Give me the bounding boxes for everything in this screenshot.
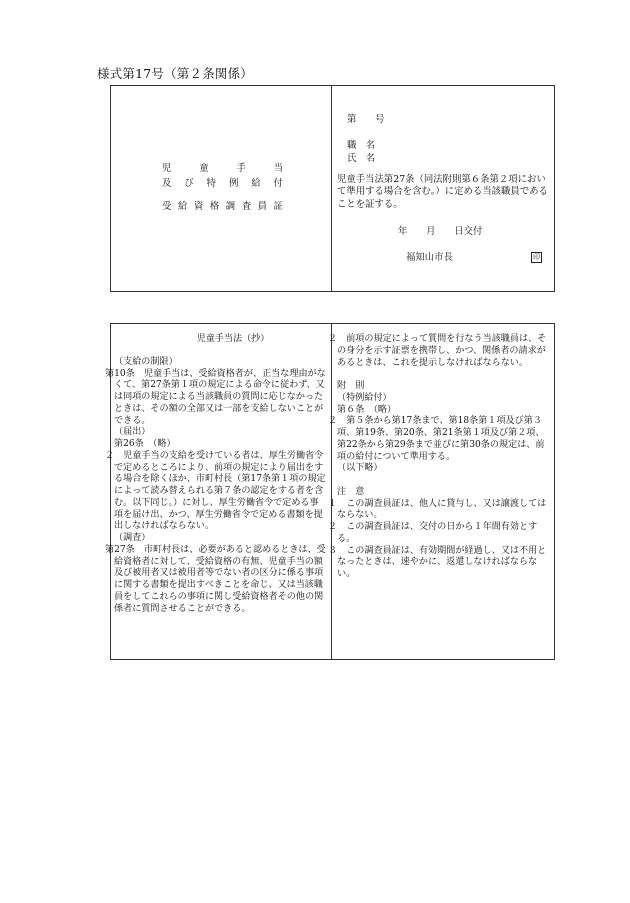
card-name-label: 氏 名: [347, 153, 376, 164]
law-supplementary-article-6: 第６条 （略）: [337, 404, 397, 415]
form-title: 様式第17号（第２条関係）: [97, 66, 254, 81]
spacer: [337, 369, 551, 381]
law-divider: [331, 324, 332, 659]
law-article-27-para-2: ２ 前項の規定によって質問を行なう当該職員は、その身分を示す証票を携帯し、かつ、関係者の請求があるときは、これを提示しなければならない。: [328, 334, 547, 368]
law-caption-investigation: （調査）: [114, 533, 151, 543]
law-heading: 児童手当法（抄）: [196, 334, 270, 344]
card-divider: [331, 86, 332, 291]
notes-heading: 注 意: [337, 486, 365, 497]
card-seal-mark: [531, 251, 542, 263]
note-3: ３ この調査員証は、有効期間が経過し、又は不用となったときは、速やかに、返還しなければならない。: [328, 545, 547, 579]
card-title-line-2: 及 び 特 例 給 付: [162, 178, 283, 189]
card-title-line-1: 児 童 手 当: [162, 163, 283, 174]
seal-icon: 印: [533, 253, 540, 261]
law-supplementary-article-6-para-2: ２ 第５条から第17条まで、第18条第１項及び第３項、第19条、第20条、第21条第１項及び第２項、第22条から第29条まで並びに第30条の規定は、前項の給付について準用する。: [328, 416, 545, 462]
law-left-column: [105, 334, 326, 615]
spacer: [337, 475, 551, 487]
card-issue-date: 年 月 日交付: [398, 226, 483, 237]
supplementary-provisions-heading: 附 則: [337, 381, 365, 391]
card-issuer: 福知山市長: [406, 252, 453, 263]
note-2: ２ この調査員証は、交付の日から１年間有効とする。: [328, 522, 538, 544]
law-article-26-para-2: ２ 児童手当の支給を受けている者は、厚生労働省令で定めるところにより、前項の規定により届出をする場合を除くほか、市町村長（第17条第１項の規定によって読み替えられる第７条の認定をする者を含む。以下同じ。）に対し、厚生労働省令で定める事項を届け出、かつ、厚生労働省令で定める書類を提出しなければならない。: [105, 450, 326, 532]
law-excerpt: [105, 323, 555, 660]
id-card: [110, 85, 555, 292]
card-certification-text: 児童手当法第27条（同法附則第６条第２項において準用する場合を含む。）に定める当該職員であることを証する。: [337, 174, 548, 210]
law-caption-notification: （届出）: [114, 427, 151, 438]
law-article-27: 第27条 市町村長は、必要があると認めるときは、受給資格者に対して、受給資格の有無、児童手当の額及び被用者又は被用者等でない者の区分に係る事項に関する書類を提出すべきことを命じ、又は当該職員をしてこれらの事項に関し受給資格者その他の関係者に質問させることができる。: [105, 544, 326, 614]
law-caption-restriction: （支給の制限）: [114, 356, 178, 367]
card-position-label: 職 名: [347, 140, 376, 151]
law-article-26: 第26条 （略）: [114, 439, 176, 449]
law-caption-special-benefit: （特例給付）: [337, 392, 392, 403]
law-article-10: 第10条 児童手当は、受給資格者が、正当な理由がなくて、第27条第１項の規定による命令に従わず、又は同項の規定による当該職員の質問に応じなかったときは、その額の全部又は一部を支給しないことができる。: [105, 368, 326, 426]
card-number-label: 第 号: [347, 114, 385, 125]
law-omitted-note: （以下略）: [337, 463, 383, 474]
card-title-line-3: 受 給 資 格 調 査 員 証: [162, 201, 283, 212]
law-right-column: [328, 334, 551, 581]
note-1: １ この調査員証は、他人に貸与し、又は譲渡してはならない。: [328, 498, 547, 521]
